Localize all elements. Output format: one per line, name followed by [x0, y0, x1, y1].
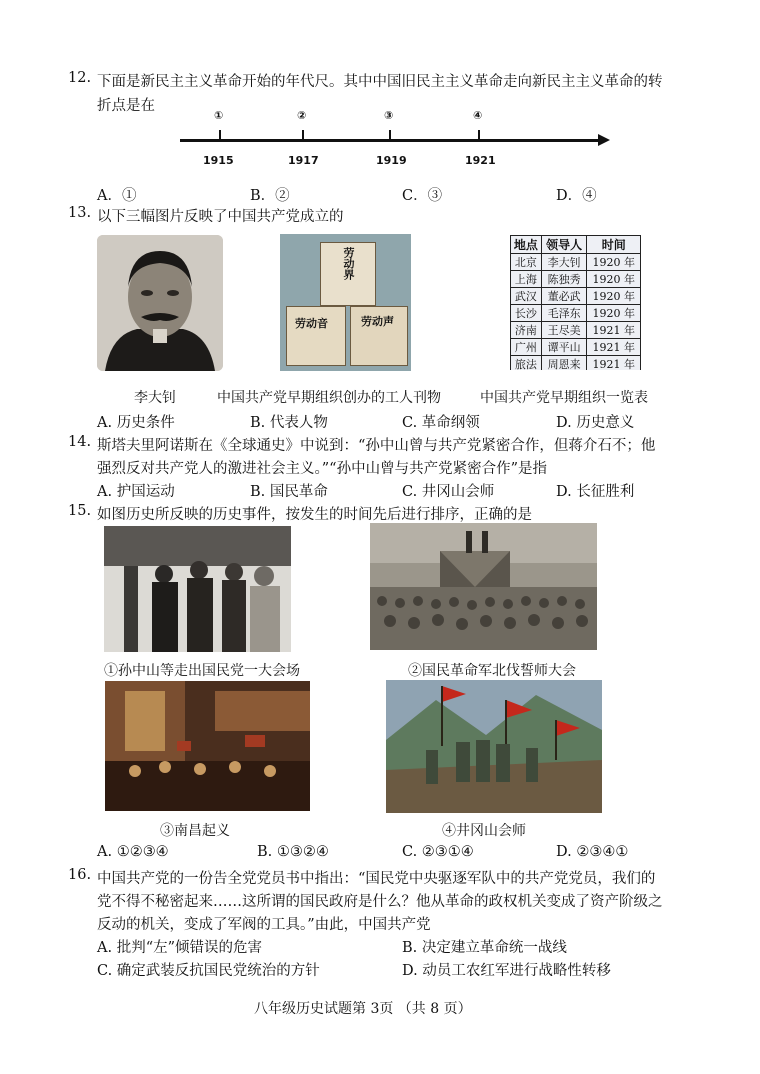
timeline-marker-1: ① — [214, 109, 224, 122]
workers-magazines-photo — [280, 234, 411, 371]
table-cell: 长沙 — [511, 305, 542, 322]
timeline-tick — [219, 130, 221, 140]
q12-option-c[interactable]: C．③ — [402, 188, 443, 204]
q15-caption-2: ②国民革命军北伐誓师大会 — [408, 663, 576, 679]
timeline-tick — [302, 130, 304, 140]
li-dazhao-portrait — [97, 235, 223, 371]
table-cell: 1921 年 — [587, 339, 641, 356]
q14-option-c[interactable]: C. 井冈山会师 — [402, 484, 495, 500]
page-footer: 八年级历史试题第 3页 （共 8 页） — [254, 1001, 472, 1017]
q13-option-a[interactable]: A. 历史条件 — [97, 415, 175, 431]
early-organizations-table — [510, 235, 641, 370]
timeline-marker-3: ③ — [384, 109, 394, 122]
table-cell: 毛泽东 — [541, 305, 587, 322]
q15-option-a[interactable]: A. ①②③④ — [97, 844, 169, 860]
q15-option-d[interactable]: D. ②③④① — [556, 844, 629, 860]
jinggangshan-scene — [386, 680, 602, 813]
nanchang-uprising-scene — [105, 681, 310, 811]
q12-number: 12. — [68, 70, 92, 86]
q13-option-d[interactable]: D. 历史意义 — [556, 415, 635, 431]
magazine-cover-1 — [320, 242, 376, 306]
timeline-tick — [389, 130, 391, 140]
q16-stem-line3: 反动的机关，变成了军阀的工具。”由此，中国共产党 — [97, 917, 431, 933]
table-header-row — [511, 236, 641, 254]
kmt-congress-scene — [104, 526, 291, 652]
timeline-tick — [478, 130, 480, 140]
q12-option-a[interactable]: A．① — [97, 188, 137, 204]
magazine-cover-2 — [286, 306, 346, 366]
timeline-year-1915: 1915 — [203, 154, 234, 167]
table-cell: 李大钊 — [541, 254, 587, 271]
jinggangshan-meeting-painting — [386, 680, 602, 813]
q16-option-b[interactable]: B. 决定建立革命统一战线 — [402, 940, 567, 956]
q13-stem-line1: 以下三幅图片反映了中国共产党成立的 — [97, 209, 344, 225]
q16-option-d[interactable]: D. 动员工农红军进行战略性转移 — [402, 963, 611, 979]
q12-option-d[interactable]: D．④ — [556, 188, 597, 204]
nanchang-uprising-painting — [105, 681, 310, 811]
table-cell: 广州 — [511, 339, 542, 356]
table-cell: 济南 — [511, 322, 542, 339]
q14-option-d[interactable]: D. 长征胜利 — [556, 484, 635, 500]
q14-number: 14. — [68, 434, 92, 450]
q14-stem-line2: 强烈反对共产党人的激进社会主义。”“孙中山曾与共产党紧密合作”是指 — [97, 461, 547, 477]
northern-expedition-photo — [370, 523, 597, 650]
table-row — [511, 339, 641, 356]
table-cell: 1921 年 — [587, 356, 641, 371]
q15-option-b[interactable]: B. ①③②④ — [257, 844, 329, 860]
timeline-marker-4: ④ — [473, 109, 483, 122]
q12-option-b[interactable]: B．② — [250, 188, 290, 204]
q13-option-c[interactable]: C. 革命纲领 — [402, 415, 480, 431]
table-cell: 1920 年 — [587, 271, 641, 288]
timeline-year-1917: 1917 — [288, 154, 319, 167]
q12-stem-line1: 下面是新民主主义革命开始的年代尺。其中中国旧民主主义革命走向新民主主义革命的转 — [97, 74, 663, 90]
q15-caption-4: ④井冈山会师 — [442, 823, 526, 839]
q13-caption-table: 中国共产党早期组织一览表 — [480, 390, 648, 406]
magazine-title-2: 劳动音 — [295, 317, 328, 330]
timeline-arrow-head — [598, 134, 610, 146]
table-cell: 武汉 — [511, 288, 542, 305]
q13-caption-magazines: 中国共产党早期组织创办的工人刊物 — [217, 390, 441, 406]
table-cell: 1920 年 — [587, 254, 641, 271]
kmt-congress-photo — [104, 526, 291, 652]
q16-number: 16. — [68, 867, 92, 883]
organizations-table — [510, 235, 641, 370]
table-cell: 董必武 — [541, 288, 587, 305]
q14-option-a[interactable]: A. 护国运动 — [97, 484, 175, 500]
q13-caption-li-dazhao: 李大钊 — [134, 390, 176, 406]
timeline-marker-2: ② — [297, 109, 307, 122]
q15-stem-line1: 如图历史所反映的历史事件，按发生的时间先后进行排序，正确的是 — [97, 507, 532, 523]
magazine-title-1: 劳动界 — [342, 247, 355, 280]
q15-caption-1: ①孙中山等走出国民党一大会场 — [104, 663, 300, 679]
table-cell: 1920 年 — [587, 288, 641, 305]
magazine-title-3: 劳动声 — [361, 315, 394, 328]
q13-option-b[interactable]: B. 代表人物 — [250, 415, 328, 431]
portrait-figure — [97, 235, 223, 371]
table-cell: 1920 年 — [587, 305, 641, 322]
table-header-cell: 地点 — [511, 236, 542, 254]
q15-number: 15. — [68, 503, 92, 519]
q12-timeline — [178, 108, 618, 168]
oath-rally-scene — [370, 523, 597, 650]
table-cell: 谭平山 — [541, 339, 587, 356]
table-header-cell: 时间 — [587, 236, 641, 254]
q16-option-c[interactable]: C. 确定武装反抗国民党统治的方针 — [97, 963, 320, 979]
table-row — [511, 305, 641, 322]
table-cell: 上海 — [511, 271, 542, 288]
table-row — [511, 254, 641, 271]
table-cell: 北京 — [511, 254, 542, 271]
q15-caption-3: ③南昌起义 — [160, 823, 230, 839]
q16-option-a[interactable]: A. 批判“左”倾错误的危害 — [97, 940, 263, 956]
table-row — [511, 356, 641, 371]
table-row — [511, 288, 641, 305]
magazine-cover-3 — [350, 306, 408, 366]
q14-stem-line1: 斯塔夫里阿诺斯在《全球通史》中说到：“孙中山曾与共产党紧密合作，但蒋介石不；他 — [97, 438, 656, 454]
table-cell: 王尽美 — [541, 322, 587, 339]
table-row — [511, 271, 641, 288]
q13-number: 13. — [68, 205, 92, 221]
table-row — [511, 322, 641, 339]
q14-option-b[interactable]: B. 国民革命 — [250, 484, 328, 500]
table-cell: 1921 年 — [587, 322, 641, 339]
q16-stem-line1: 中国共产党的一份告全党党员书中指出：“国民党中央驱逐军队中的共产党党员，我们的 — [97, 871, 656, 887]
q12-stem-line2: 折点是在 — [97, 98, 155, 114]
timeline-year-1919: 1919 — [376, 154, 407, 167]
table-cell: 周恩来 — [541, 356, 587, 371]
q16-stem-line2: 党不得不秘密起来……这所谓的国民政府是什么？他从革命的政权机关变成了资产阶级之 — [97, 894, 663, 910]
table-cell: 旅法 — [511, 356, 542, 371]
table-cell: 陈独秀 — [541, 271, 587, 288]
q15-option-c[interactable]: C. ②③①④ — [402, 844, 474, 860]
timeline-year-1921: 1921 — [465, 154, 496, 167]
table-header-cell: 领导人 — [541, 236, 587, 254]
